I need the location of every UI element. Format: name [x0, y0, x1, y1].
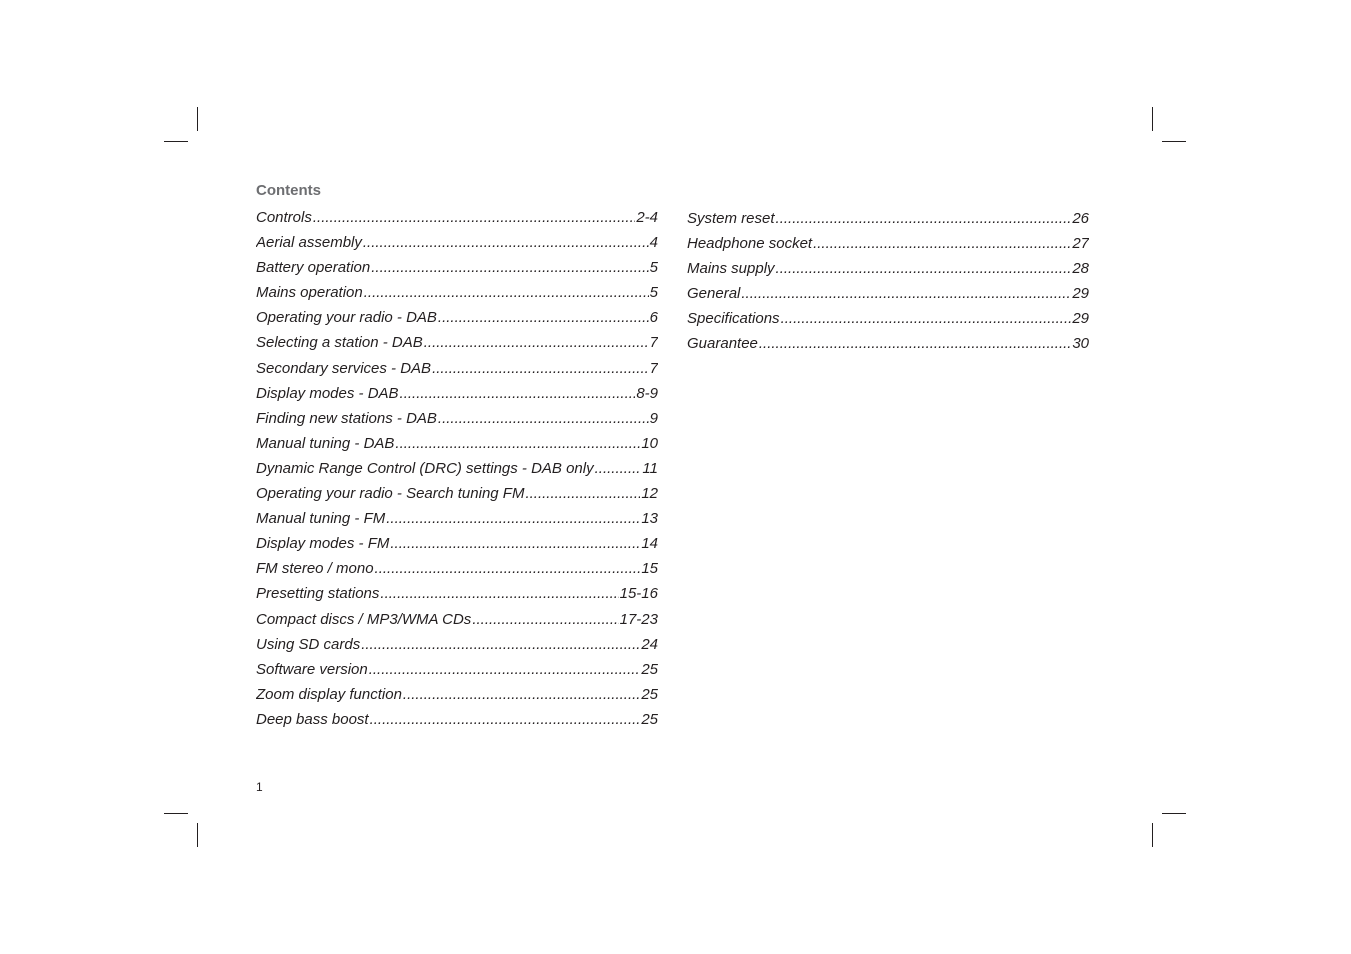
toc-entry-title: Manual tuning - DAB: [256, 434, 395, 452]
toc-dot-leader: [369, 661, 641, 678]
toc-entry-page: 6: [649, 309, 658, 327]
toc-entry-page: 29: [1072, 285, 1089, 303]
toc-dot-leader: [361, 636, 640, 653]
toc-entry-title: Aerial assembly: [256, 234, 362, 252]
toc-entry-title: Presetting stations: [256, 585, 380, 603]
toc-entry-page: 12: [641, 485, 658, 503]
toc-dot-leader: [395, 435, 640, 452]
crop-mark: [197, 823, 198, 847]
toc-entry-title: Mains operation: [256, 284, 363, 302]
toc-entry-title: Headphone socket: [687, 235, 813, 253]
toc-dot-leader: [813, 235, 1071, 252]
toc-entry-page: 15: [641, 560, 658, 578]
toc-entry-title: Using SD cards: [256, 635, 361, 653]
toc-entry-page: 11: [642, 459, 658, 477]
toc-entry[interactable]: [256, 385, 658, 410]
toc-entry-page: 9: [649, 409, 658, 427]
toc-dot-leader: [371, 259, 648, 276]
toc-entry[interactable]: [256, 209, 658, 234]
toc-entry[interactable]: [256, 460, 658, 485]
toc-entry[interactable]: [256, 611, 658, 636]
contents-heading: Contents: [256, 182, 321, 199]
toc-entry-page: 13: [641, 510, 658, 528]
toc-entry[interactable]: [256, 510, 658, 535]
toc-entry-page: 14: [641, 535, 658, 553]
toc-entry-title: Battery operation: [256, 259, 371, 277]
toc-dot-leader: [759, 335, 1071, 352]
toc-entry-page: 7: [649, 359, 658, 377]
toc-entry[interactable]: [687, 210, 1089, 235]
toc-entry-page: 25: [641, 660, 658, 678]
crop-mark: [164, 141, 188, 142]
toc-left-column: [256, 209, 658, 736]
toc-dot-leader: [438, 309, 649, 326]
toc-entry-page: 27: [1072, 235, 1089, 253]
toc-entry-page: 30: [1072, 335, 1089, 353]
toc-entry-page: 26: [1072, 210, 1089, 227]
toc-entry-title: Software version: [256, 660, 368, 678]
toc-entry-title: Compact discs / MP3/WMA CDs: [256, 610, 472, 628]
toc-entry-title: Secondary services - DAB: [256, 359, 432, 377]
toc-entry[interactable]: [256, 711, 658, 736]
toc-dot-leader: [776, 210, 1072, 227]
toc-entry-page: 8-9: [636, 384, 658, 402]
toc-entry[interactable]: [256, 284, 658, 309]
toc-entry[interactable]: [256, 560, 658, 585]
toc-entry[interactable]: [256, 234, 658, 259]
toc-entry[interactable]: [256, 410, 658, 435]
toc-dot-leader: [741, 285, 1071, 302]
toc-right-column: [687, 210, 1089, 361]
toc-entry[interactable]: [256, 535, 658, 560]
toc-dot-leader: [472, 611, 618, 628]
toc-entry-title: Selecting a station - DAB: [256, 334, 423, 352]
toc-entry[interactable]: [256, 309, 658, 334]
toc-dot-leader: [363, 234, 649, 251]
toc-dot-leader: [313, 209, 635, 226]
toc-entry-title: Zoom display function: [256, 685, 402, 703]
toc-entry-title: FM stereo / mono: [256, 560, 374, 578]
toc-entry[interactable]: [256, 334, 658, 359]
toc-entry-page: 2-4: [636, 209, 658, 226]
toc-dot-leader: [438, 410, 649, 427]
toc-entry-page: 10: [641, 434, 658, 452]
toc-entry-page: 25: [641, 685, 658, 703]
toc-entry-page: 5: [649, 284, 658, 302]
toc-dot-leader: [386, 510, 640, 527]
toc-dot-leader: [375, 560, 641, 577]
toc-entry[interactable]: [687, 235, 1089, 260]
crop-mark: [1152, 107, 1153, 131]
toc-dot-leader: [776, 260, 1072, 277]
crop-mark: [1162, 813, 1186, 814]
toc-entry[interactable]: [256, 686, 658, 711]
toc-entry[interactable]: [256, 435, 658, 460]
toc-entry-page: 5: [649, 259, 658, 277]
toc-entry-page: 28: [1072, 260, 1089, 278]
toc-entry-title: General: [687, 285, 741, 303]
toc-entry-title: Controls: [256, 209, 312, 226]
toc-entry-page: 4: [649, 234, 658, 252]
toc-dot-leader: [390, 535, 640, 552]
toc-dot-leader: [424, 334, 649, 351]
toc-dot-leader: [525, 485, 640, 502]
toc-entry-page: 25: [641, 710, 658, 728]
toc-entry[interactable]: [687, 285, 1089, 310]
crop-mark: [164, 813, 188, 814]
toc-entry-title: Specifications: [687, 310, 780, 328]
toc-entry-title: Manual tuning - FM: [256, 510, 386, 528]
toc-entry-title: Operating your radio - DAB: [256, 309, 437, 327]
toc-entry-title: Display modes - DAB: [256, 384, 399, 402]
toc-entry[interactable]: [256, 661, 658, 686]
toc-entry-page: 24: [641, 635, 658, 653]
toc-entry-title: System reset: [687, 210, 775, 227]
toc-entry-title: Operating your radio - Search tuning FM: [256, 485, 525, 503]
toc-dot-leader: [781, 310, 1072, 327]
toc-entry[interactable]: [256, 585, 658, 610]
toc-dot-leader: [380, 585, 618, 602]
toc-entry-title: Guarantee: [687, 335, 758, 353]
page-number: 1: [256, 780, 263, 794]
toc-entry[interactable]: [687, 260, 1089, 285]
toc-entry-page: 29: [1072, 310, 1089, 328]
crop-mark: [1152, 823, 1153, 847]
toc-entry[interactable]: [687, 310, 1089, 335]
toc-entry[interactable]: [256, 259, 658, 284]
toc-dot-leader: [403, 686, 640, 703]
toc-entry-page: 7: [649, 334, 658, 352]
toc-entry[interactable]: [687, 335, 1089, 360]
toc-entry-title: Deep bass boost: [256, 710, 369, 728]
toc-dot-leader: [370, 711, 641, 728]
toc-entry-title: Mains supply: [687, 260, 775, 278]
toc-entry-title: Display modes - FM: [256, 535, 390, 553]
toc-entry[interactable]: [256, 360, 658, 385]
crop-mark: [1162, 141, 1186, 142]
toc-dot-leader: [595, 460, 642, 477]
toc-entry-page: 17-23: [619, 610, 658, 628]
toc-dot-leader: [364, 284, 649, 301]
crop-mark: [197, 107, 198, 131]
toc-entry[interactable]: [256, 485, 658, 510]
toc-dot-leader: [400, 385, 636, 402]
toc-entry-title: Dynamic Range Control (DRC) settings - DAB only: [256, 459, 594, 477]
toc-entry-title: Finding new stations - DAB: [256, 409, 437, 427]
toc-entry-page: 15-16: [619, 585, 658, 603]
toc-entry[interactable]: [256, 636, 658, 661]
toc-dot-leader: [432, 360, 649, 377]
